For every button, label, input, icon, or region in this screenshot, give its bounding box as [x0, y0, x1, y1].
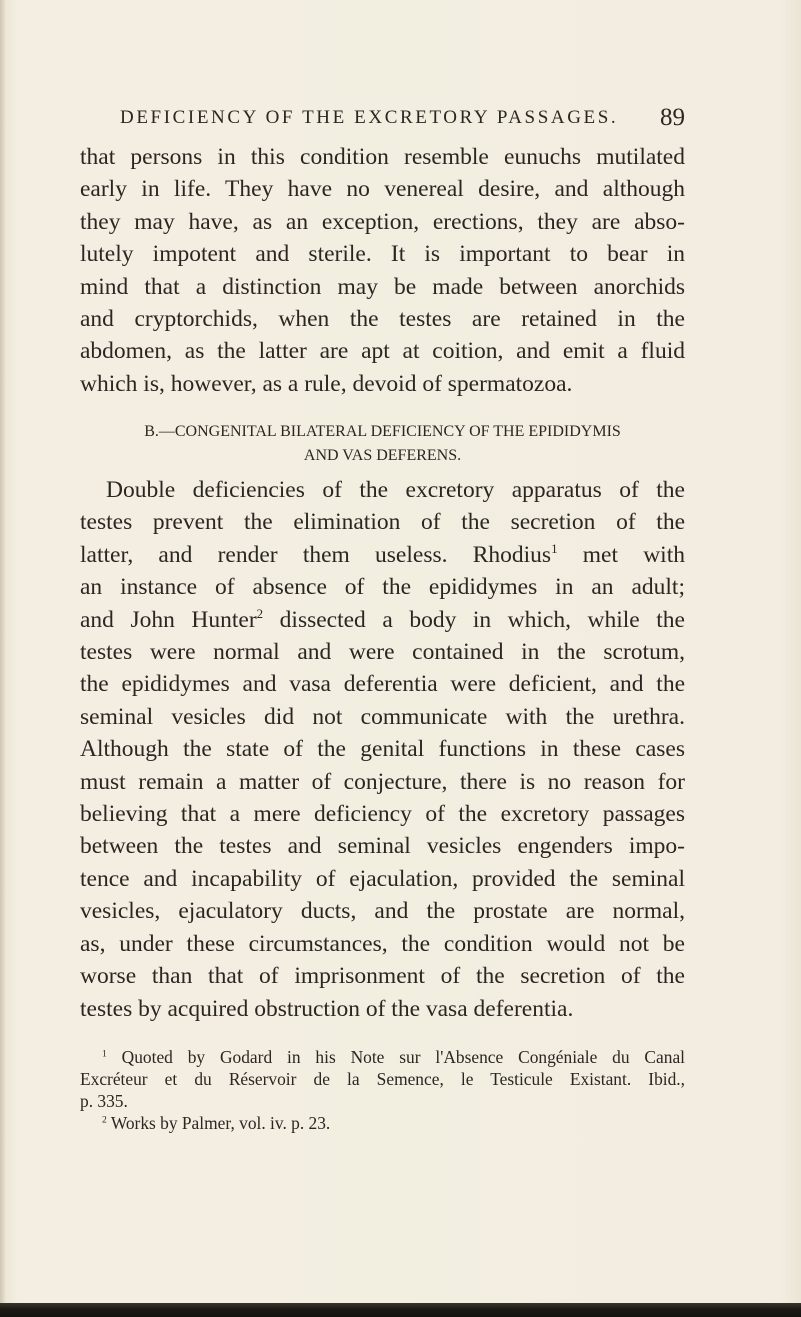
- text-fragment: and John Hunter: [80, 606, 257, 633]
- text-line: Although the state of the genital functions in these cases: [80, 736, 685, 763]
- text-line: seminal vesicles did not communicate with the urethra.: [80, 703, 685, 730]
- footnote-text: Works by Palmer, vol. iv. p. 23.: [110, 1113, 331, 1133]
- text-line: tence and incapability of ejaculation, provided the seminal: [80, 865, 685, 892]
- text-line: worse than that of imprisonment of the secretion of the: [80, 963, 685, 990]
- running-header: [120, 104, 685, 134]
- text-fragment: latter, and render them useless. Rhodius: [80, 541, 552, 568]
- page-gutter-shadow: [0, 0, 6, 1317]
- footnotes: [80, 1046, 685, 1134]
- text-line: Double deficiencies of the excretory apparatus of the: [106, 477, 685, 503]
- text-line: believing that a mere deficiency of the excretory passages: [80, 801, 685, 828]
- running-header-title: DEFICIENCY OF THE EXCRETORY PASSAGES.: [120, 107, 619, 128]
- text-line: they may have, as an exception, erections, they are abso-: [80, 208, 685, 235]
- section-heading-line-2: AND VAS DEFERENS.: [303, 447, 462, 464]
- text-line: an instance of absence of the epididymes in an adult;: [80, 574, 685, 601]
- footnote-1-line-2: Excréteur et du Réservoir de la Semence, le Testicule Existant. Ibid.,: [80, 1069, 685, 1089]
- text-line: as, under these circumstances, the condition would not be: [80, 930, 685, 957]
- text-line: early in life. They have no venereal desire, and although: [80, 176, 685, 203]
- text-line: mind that a distinction may be made between anorchids: [80, 273, 685, 300]
- footnote-1: [80, 1046, 685, 1068]
- footnote-mark-1: 1: [102, 1048, 107, 1060]
- text-line: between the testes and seminal vesicles engenders impo-: [80, 833, 685, 860]
- footnote-2: [80, 1112, 685, 1134]
- text-line: the epididymes and vasa deferentia were deficient, and the: [80, 671, 685, 698]
- paragraph-double-deficiencies: [80, 474, 685, 1025]
- text-line: testes by acquired obstruction of the vasa deferentia.: [80, 995, 574, 1022]
- paragraph-anorchids: [80, 141, 685, 400]
- footnote-1-line-3: p. 335.: [80, 1091, 128, 1111]
- text-line: abdomen, as the latter are apt at coition, and emit a fluid: [80, 338, 685, 365]
- footnote-mark-2: 2: [102, 1114, 107, 1126]
- text-fragment: met with: [557, 541, 685, 568]
- text-line: that persons in this condition resemble eunuchs mutilated: [80, 144, 685, 170]
- footnote-ref-2: 2: [256, 605, 264, 621]
- text-line: [80, 604, 685, 636]
- text-line: vesicles, ejaculatory ducts, and the prostate are normal,: [80, 898, 685, 925]
- page-number: 89: [660, 104, 685, 131]
- text-line: testes were normal and were contained in the scrotum,: [80, 639, 685, 666]
- text-line: testes prevent the elimination of the secretion of the: [80, 509, 685, 536]
- text-line: which is, however, as a rule, devoid of spermatozoa.: [80, 370, 573, 397]
- section-heading: [80, 420, 685, 468]
- section-heading-line-1: B.—CONGENITAL BILATERAL DEFICIENCY OF THE EPIDIDYMIS: [144, 423, 621, 440]
- footnote-text: Quoted by Godard in his Note sur l'Absence Congéniale du Canal: [121, 1047, 685, 1067]
- text-line: must remain a matter of conjecture, there is no reason for: [80, 768, 685, 795]
- footnote-ref-1: 1: [551, 540, 558, 556]
- text-line: [80, 539, 685, 571]
- text-fragment: dissected a body in which, while the: [263, 606, 685, 633]
- text-line: and cryptorchids, when the testes are retained in the: [80, 306, 685, 333]
- scan-bottom-edge: [0, 1303, 801, 1317]
- text-line: lutely impotent and sterile. It is important to bear in: [80, 241, 685, 268]
